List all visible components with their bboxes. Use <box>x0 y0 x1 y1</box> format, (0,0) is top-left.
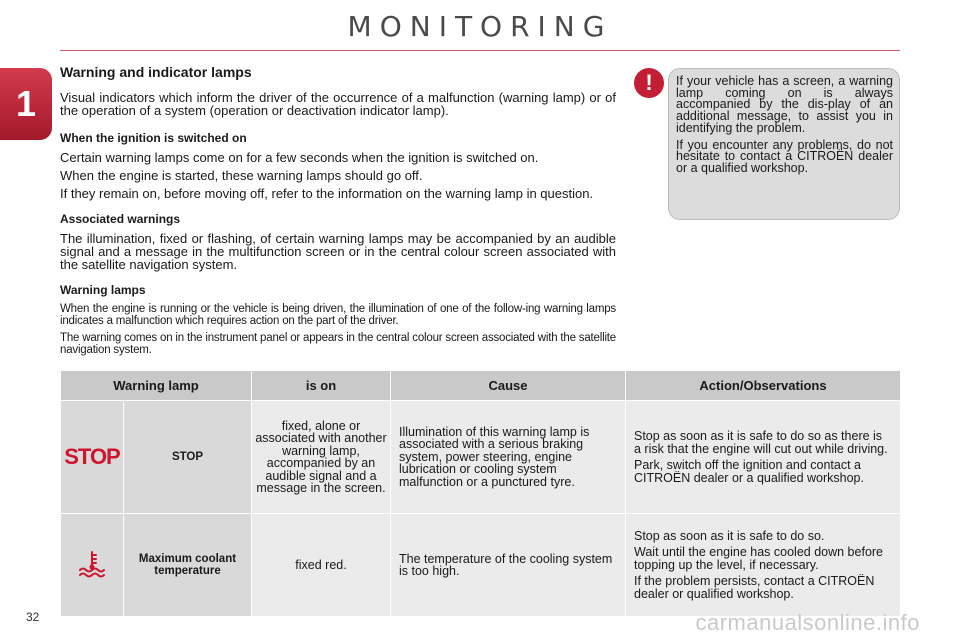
lamp-cause: Illumination of this warning lamp is associated with a serious braking system, power steering, engine lubrication or cooling system malfunction or a punctured tyre. <box>391 401 626 514</box>
header-cause: Cause <box>391 371 626 401</box>
page-title: MONITORING <box>347 10 613 43</box>
action-text: Wait until the engine has cooled down before topping up the level, if necessary. <box>634 545 884 572</box>
header-is-on: is on <box>252 371 391 401</box>
action-text: Stop as soon as it is safe to do so as there is a risk that the engine will cut out while driving. <box>634 429 888 456</box>
warning-lamps-text-2: The warning comes on in the instrument panel or appears in the central colour screen associated with the satellite navigation system. <box>60 332 616 356</box>
lamp-action <box>626 514 901 617</box>
temp-lamp-cell <box>61 514 124 617</box>
table-row <box>61 401 901 514</box>
page-number: 32 <box>26 610 40 624</box>
lamp-is-on: fixed red. <box>252 514 391 617</box>
notice-text-1: If your vehicle has a screen, a warning lamp coming on is always accompanied by the dis-play of an additional message, to assist you in identifying the problem. <box>676 74 893 135</box>
action-text: Park, switch off the ignition and contact a CITROËN dealer or a qualified workshop. <box>634 458 864 485</box>
warning-lamps-text-1: When the engine is running or the vehicle is being driven, the illumination of one of the follow-ing warning lamps indicates a malfunction which requires action on the part of the driver. <box>60 303 616 327</box>
coolant-temperature-icon <box>77 549 107 579</box>
stop-icon: STOP <box>64 444 120 469</box>
watermark: carmanualsonline.info <box>695 610 920 635</box>
lamp-name: STOP <box>124 401 252 514</box>
section-title: Warning and indicator lamps <box>60 64 252 80</box>
stop-lamp-cell <box>61 401 124 514</box>
ignition-heading: When the ignition is switched on <box>60 131 247 145</box>
lamp-name: Maximum coolant temperature <box>124 514 252 617</box>
notice-text-2: If you encounter any problems, do not hesitate to contact a CITROËN dealer or a qualified workshop. <box>676 137 893 175</box>
ignition-text-2: When the engine is started, these warning lamps should go off. <box>60 168 423 183</box>
associated-heading: Associated warnings <box>60 212 181 226</box>
ignition-text-3: If they remain on, before moving off, refer to the information on the warning lamp in question. <box>60 186 594 201</box>
warning-lamps-heading: Warning lamps <box>60 283 146 297</box>
main-content <box>60 64 616 361</box>
table-header-row <box>61 371 901 401</box>
table-row <box>61 514 901 617</box>
lamp-is-on: fixed, alone or associated with another warning lamp, accompanied by an audible signal and a message in the screen. <box>252 401 391 514</box>
header-warning-lamp: Warning lamp <box>61 371 252 401</box>
action-text: Stop as soon as it is safe to do so. <box>634 528 825 543</box>
lamp-cause: The temperature of the cooling system is too high. <box>391 514 626 617</box>
chapter-tab: 1 <box>0 68 52 140</box>
associated-text: The illumination, fixed or flashing, of certain warning lamps may be accompanied by an audible signal and a message in the multifunction screen or in the central colour screen associated with the satellite navigation system. <box>60 231 616 272</box>
header-action: Action/Observations <box>626 371 901 401</box>
notice-box <box>668 68 900 220</box>
exclamation-icon: ! <box>634 68 664 98</box>
ignition-text-1: Certain warning lamps come on for a few seconds when the ignition is switched on. <box>60 150 539 165</box>
warning-lamps-table <box>60 370 901 617</box>
header-divider <box>60 50 900 51</box>
lamp-action <box>626 401 901 514</box>
action-text: If the problem persists, contact a CITROËN dealer or qualified workshop. <box>634 574 875 601</box>
intro-text: Visual indicators which inform the driver of the occurrence of a malfunction (warning lamp) or of the operation of a system (operation or deactivation indicator lamp). <box>60 90 616 118</box>
